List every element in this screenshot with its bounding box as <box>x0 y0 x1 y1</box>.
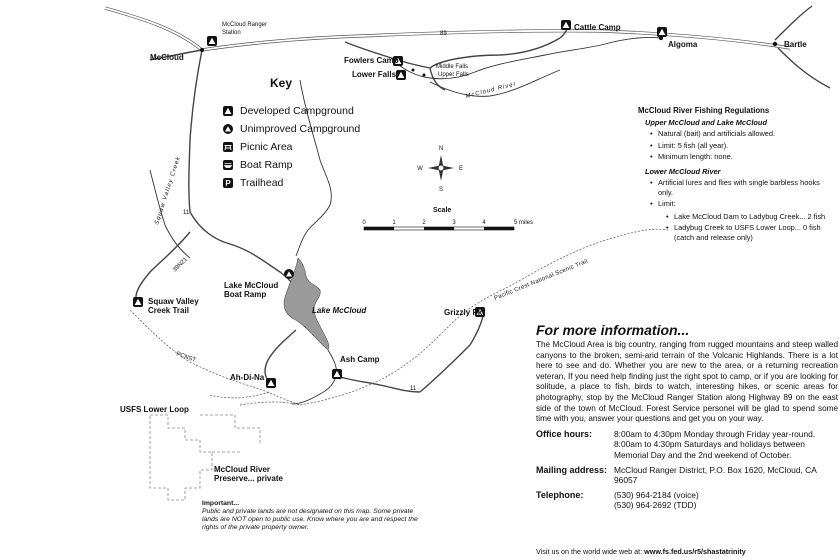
scale-tick-5: 5 miles <box>514 220 534 226</box>
label-squaw-valley-creek: Squaw Valley Creek <box>154 155 183 226</box>
scale-tick-4: 4 <box>482 220 486 226</box>
key-label: Boat Ramp <box>240 159 293 171</box>
label-lower-falls: Lower Falls <box>352 70 397 79</box>
mailing-address-label: Mailing address: <box>536 464 608 475</box>
contact-grid <box>536 429 838 515</box>
preserve-boundary <box>150 415 212 500</box>
label-bartle: Bartle <box>784 40 807 49</box>
label-mccloud: McCloud <box>150 53 184 62</box>
scale-tick-3: 3 <box>452 220 456 226</box>
compass-s-label: S <box>438 187 444 193</box>
compass-e-label: E <box>458 166 464 172</box>
map-key <box>222 76 392 192</box>
label-fowlers-camp: Fowlers Camp <box>344 56 399 65</box>
lower-falls-picnic-icon[interactable] <box>396 70 406 80</box>
unimproved-campground-icon <box>222 123 234 135</box>
important-body: Public and private lands are not designated on this map. Some private lands are NOT open to public use. Know where you are and respect the rights of the private property owner. <box>202 508 418 531</box>
pcnst-west <box>130 310 300 405</box>
label-boat-ramp-2: Boat Ramp <box>224 290 267 299</box>
info-body: The McCloud Area is big country, ranging from rugged mountains and steep walled canyons to the broken, semi-arid terrain of the Volcanic Highlands. There is a lot here to see and do. Whether you are new to the area, or a returning recreation veteran, If you need help finding just the right spot to camp, or if you are looking for solitude, a place to fish, birds to watch, interesting hikes, or scenic areas for photography, stop by the McCloud Ranger Station along Highway 89 on the east side of the town of McCloud. Forest Service personel will be glad to spend some time with you, answer your questions and get you on your way. <box>536 340 838 424</box>
road-ah-di-na <box>265 330 296 384</box>
limit-list <box>658 212 835 243</box>
label-boat-ramp-1: Lake McCloud <box>224 281 279 290</box>
label-ash-camp: Ash Camp <box>340 355 380 364</box>
scale-bar <box>364 227 514 230</box>
label-lake-mccloud: Lake McCloud <box>312 306 367 315</box>
boat-ramp-icon[interactable] <box>284 269 294 279</box>
label-preserve-2: Preserve... private <box>214 474 283 483</box>
label-mccloud-river: McCloud River <box>465 81 518 100</box>
key-item-picnic-area <box>222 138 392 156</box>
label-ah-di-na: Ah-Di-Na <box>230 373 265 382</box>
ranger-station-icon[interactable] <box>207 36 217 46</box>
rule-item: • Minimum length: none. <box>650 152 835 162</box>
more-information <box>536 322 838 515</box>
key-title: Key <box>270 76 293 90</box>
website-line <box>536 547 746 556</box>
compass-rose <box>428 155 454 181</box>
rule-item: • Artificial lures and flies with single barbless hooks only. <box>650 178 835 197</box>
label-road-11: 11 <box>183 210 190 216</box>
label-preserve-1: McCloud River <box>214 465 271 474</box>
rule-item: • Natural (bait) and artificials allowed. <box>650 129 835 139</box>
label-middle-falls: Middle Falls <box>436 64 469 70</box>
web-prefix: Visit us on the world wide web at: <box>536 547 643 556</box>
scale-tick-1: 1 <box>392 220 396 226</box>
limit-item: • Lake McCloud Dam to Ladybug Creek... 2 fish <box>666 212 835 222</box>
key-item-unimproved-campground <box>222 120 392 138</box>
ash-camp-icon[interactable] <box>332 369 342 379</box>
lower-rules-list <box>640 178 835 242</box>
svg-text:P: P <box>225 179 231 188</box>
road-bartle-north <box>775 6 812 40</box>
upper-mccloud-heading: Upper McCloud and Lake McCloud <box>645 117 767 127</box>
trailhead-icon <box>222 177 234 189</box>
label-squaw-valley-2: Creek Trail <box>148 306 189 315</box>
label-pcnst: PCNST <box>175 351 197 364</box>
scale-title: Scale <box>433 207 452 214</box>
web-url-link[interactable]: www.fs.fed.us/r5/shastatrinity <box>644 547 746 556</box>
telephone-label: Telephone: <box>536 489 584 500</box>
label-road-11-south: 11 <box>410 386 417 392</box>
cattle-camp-icon[interactable] <box>561 20 571 30</box>
boat-ramp-icon <box>222 159 234 171</box>
upper-rules-list <box>640 129 835 162</box>
trail-south-loop <box>210 392 300 405</box>
mccloud-river <box>395 37 660 78</box>
key-label: Picnic Area <box>240 141 293 153</box>
fishing-regulations <box>640 106 835 247</box>
bartle-dot <box>773 42 777 46</box>
key-label: Developed Campground <box>240 105 354 117</box>
rule-item <box>650 199 835 242</box>
developed-campground-icon <box>222 105 234 117</box>
important-title: Important... <box>202 500 240 507</box>
label-squaw-valley-1: Squaw Valley <box>148 297 199 306</box>
office-hours-value: 8:00am to 4:30pm Monday through Friday year-round. 8:00am to 4:30pm Saturdays and holidays between Memorial Day and the 2nd weekend of October. <box>614 428 816 460</box>
label-grizzly-pk: Grizzly Pk. <box>444 308 485 317</box>
usfs-boundary <box>200 415 260 452</box>
lower-river <box>292 350 337 404</box>
key-label: Unimproved Campground <box>240 123 361 135</box>
road-grizzly <box>420 312 484 392</box>
road-ash-camp <box>336 376 420 392</box>
key-item-trailhead <box>222 174 392 192</box>
office-hours-label: Office hours: <box>536 428 593 439</box>
important-note <box>202 500 427 532</box>
picnic-area-icon <box>222 141 234 153</box>
limit-item: • Ladybug Creek to USFS Lower Loop... 0 fish (catch and release only) <box>666 223 835 242</box>
key-item-developed-campground <box>222 102 392 120</box>
road-bartle-south <box>778 48 830 88</box>
compass-w-label: W <box>417 166 423 172</box>
label-upper-falls: Upper Falls <box>438 72 469 78</box>
middle-falls-dot <box>412 69 415 72</box>
mailing-address-value: McCloud Ranger District, P.O. Box 1620, McCloud, CA 96057 <box>614 464 817 486</box>
scale-tick-0: 0 <box>362 220 366 226</box>
limit-label: Limit: <box>658 199 676 208</box>
label-ranger-station-1: McCloud Ranger <box>222 22 268 28</box>
mccloud-town-dot <box>200 48 204 52</box>
label-algoma: Algoma <box>668 40 698 49</box>
upper-falls-dot <box>423 74 426 77</box>
info-title: For more information... <box>536 322 690 338</box>
label-ranger-station-2: Station <box>222 30 241 36</box>
label-road-39n21: 39N21 <box>172 256 189 274</box>
phone-voice[interactable]: (530) 964-2184 (voice) <box>614 489 699 500</box>
telephone-value <box>614 490 838 511</box>
squaw-valley-trailhead-icon[interactable] <box>133 297 143 307</box>
ah-di-na-icon[interactable] <box>266 378 276 388</box>
lower-mccloud-heading: Lower McCloud River <box>645 166 721 176</box>
key-item-boat-ramp <box>222 156 392 174</box>
label-usfs-lower-loop: USFS Lower Loop <box>120 405 189 414</box>
label-cattle-camp: Cattle Camp <box>574 23 621 32</box>
label-hwy-89: 89 <box>440 31 447 37</box>
algoma-camp-icon[interactable] <box>657 27 667 37</box>
label-pct: Pacific Crest National Scenic Trail <box>493 258 589 302</box>
regulations-title: McCloud River Fishing Regulations <box>638 106 770 115</box>
compass-n-label: N <box>438 146 444 152</box>
scale-tick-2: 2 <box>422 220 426 226</box>
key-label: Trailhead <box>240 177 284 189</box>
rule-item: • Limit: 5 fish (all year). <box>650 141 835 151</box>
phone-tdd[interactable]: (530) 964-2692 (TDD) <box>614 500 697 511</box>
